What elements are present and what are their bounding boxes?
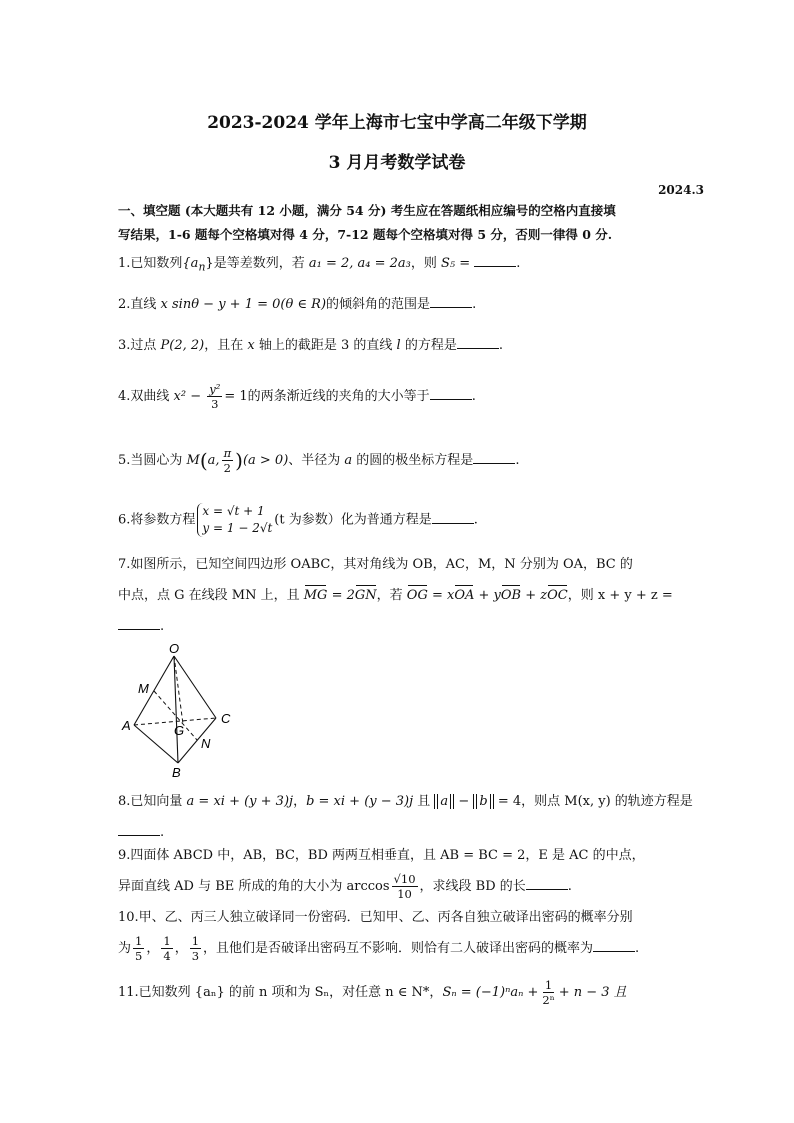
q1-text: 1.已知数列 (118, 256, 183, 271)
edge-ab (134, 725, 178, 763)
q9-line2b: ，求线段 BD 的长 (419, 879, 526, 894)
q5-a: a, (207, 453, 220, 468)
answer-blank[interactable] (118, 823, 160, 836)
right-paren-icon: ) (235, 448, 243, 473)
q8-post: ，则点 M(x, y) 的轨迹方程是 (521, 794, 693, 809)
q5-post2: 的圆的极坐标方程是 (352, 453, 474, 468)
q6-text: 6.将参数方程 (118, 512, 196, 528)
q5-end: . (515, 453, 520, 468)
question-2 (118, 293, 683, 317)
answer-blank[interactable] (457, 336, 499, 349)
q4-fraction (207, 382, 222, 411)
q4-x2: x² − (173, 389, 202, 404)
q3-text: 3.过点 (118, 338, 161, 353)
q5-cond: (a > 0) (242, 453, 289, 468)
section-instructions-line2: 写结果，1-6 题每个空格填对得 4 分，7-12 题每个空格填对得 5 分，否则一律得 0 分. (118, 227, 613, 242)
q7-line2b: ，若 (376, 588, 407, 603)
q9-den: 10 (397, 887, 412, 901)
question-9-line2 (118, 872, 683, 901)
exam-date: 2024.3 (658, 183, 704, 197)
q9-end: . (567, 879, 572, 894)
q2-text: 2.直线 (118, 297, 161, 312)
answer-blank[interactable] (593, 939, 635, 952)
q8-sep: ， (293, 794, 307, 809)
q1-condition: a₁ = 2, a₄ = 2a₃ (308, 256, 411, 271)
question-8-line2 (118, 821, 683, 845)
q2-post: 的倾斜角的范围是 (326, 297, 431, 312)
q8-abs-b-inner: b (476, 794, 490, 809)
q4-end: . (471, 389, 476, 404)
q4-text: 4.双曲线 (118, 389, 174, 404)
q2-end: . (472, 297, 477, 312)
q9-fraction (392, 872, 418, 901)
q10-f1-num: 1 (135, 934, 143, 948)
q7-p2: + z (521, 588, 548, 603)
tetrahedron-figure (120, 640, 240, 780)
answer-blank[interactable] (430, 387, 472, 400)
question-10-line1: 10.甲、乙、丙三人独立破译同一份密码．已知甲、乙、丙各自独立破译出密码的概率分别 (118, 910, 633, 925)
q8-text: 8.已知向量 (118, 794, 187, 809)
q11-num: 1 (544, 978, 553, 992)
q3-post: 的方程是 (400, 338, 457, 353)
q7-line2c: ，则 x + y + z = (567, 588, 673, 603)
question-7-line2 (118, 584, 683, 608)
question-5 (118, 446, 683, 475)
q6-row1: x = √t + 1 (202, 504, 265, 518)
q3-end: . (498, 338, 503, 353)
q10-pre: 为 (118, 941, 132, 956)
q7-vec-oc: OC (547, 584, 568, 608)
q11-post: + n − 3 且 (558, 985, 627, 1000)
q9-num: √10 (393, 872, 416, 886)
label-n: N (201, 736, 211, 751)
q1-end: . (516, 256, 521, 271)
exam-title-line2: 3 月月考数学试卷 (328, 153, 466, 173)
q2-expr: x sinθ − y + 1 = 0(θ ∈ R) (160, 297, 327, 312)
q8-end: . (160, 825, 165, 840)
label-b: B (172, 765, 181, 780)
q8-abs-a-inner: a (437, 794, 451, 809)
q5-text: 5.当圆心为 (118, 453, 187, 468)
q5-den: 2 (223, 461, 231, 475)
answer-blank[interactable] (432, 511, 474, 524)
left-paren-icon: ( (199, 448, 208, 473)
q11-fraction (540, 978, 556, 1007)
q1-seq-end: } (205, 256, 214, 271)
q3-point: P(2, 2) (160, 338, 205, 353)
question-11 (118, 978, 683, 1007)
q8-a-def: a = xi + (y + 3)j (186, 794, 294, 809)
q4-den: 3 (211, 397, 219, 411)
q5-num: π (223, 446, 232, 460)
q10-post: ，且他们是否破译出密码互不影响．则恰有二人破译出密码的概率为 (203, 941, 594, 956)
q10-end: . (635, 941, 640, 956)
q3-mid2: 轴上的截距是 3 的直线 (254, 338, 397, 353)
question-3 (118, 334, 683, 358)
label-c: C (221, 711, 231, 726)
label-a: A (122, 718, 131, 733)
q7-end: . (160, 619, 165, 634)
question-6 (118, 503, 683, 537)
q1-target: S₅ = (441, 256, 471, 271)
q7-line2a: 中点，点 G 在线段 MN 上，且 (118, 588, 304, 603)
q1-seq-sub: n (198, 260, 206, 274)
q5-post: 、半径为 (288, 453, 345, 468)
q3-mid: ，且在 (204, 338, 248, 353)
q6-end: . (473, 512, 478, 528)
question-8: 8.已知向量 a = xi + (y + 3)j，b = xi + (y − 3)j 且 a − b = 4，则点 M(x, y) 的轨迹方程是 (118, 794, 693, 809)
q11-text: 11.已知数列 {aₙ} 的前 n 项和为 Sₙ，对任意 n ∈ N*， (118, 985, 443, 1000)
q5-fraction (222, 446, 234, 475)
q11-expr: Sₙ = (−1)ⁿaₙ + (442, 985, 539, 1000)
question-7-line3 (118, 615, 683, 639)
question-7-line1: 7.如图所示，已知空间四边形 OABC，其对角线为 OB，AC，M，N 分别为 OA，BC 的 (118, 557, 633, 572)
q1-mid: 是等差数列，若 (213, 256, 309, 271)
exam-title-line1: 2023-2024 学年上海市七宝中学高二年级下学期 (207, 113, 587, 133)
q8-abs-a (434, 794, 454, 809)
q10-f2-den: 4 (163, 949, 171, 963)
question-4 (118, 382, 683, 411)
answer-blank[interactable] (118, 617, 160, 630)
q8-cond-pre: 且 (413, 794, 435, 809)
q11-den: 2ⁿ (542, 993, 555, 1007)
q6-row2: y = 1 − 2√t (202, 521, 273, 535)
question-9-line1: 9.四面体 ABCD 中，AB，BC，BD 两两互相垂直，且 AB = BC = 2，E 是 AC 的中点， (118, 848, 645, 863)
q7-eq2: = x (427, 588, 455, 603)
label-o: O (169, 641, 180, 656)
q3-line: l (396, 338, 401, 353)
question-1 (118, 252, 683, 280)
q7-vec-ob: OB (501, 584, 521, 608)
answer-blank[interactable] (430, 295, 472, 308)
q8-cond-eq: = 4 (497, 794, 522, 809)
q4-post: 的两条渐近线的夹角的大小等于 (247, 389, 430, 404)
q10-f2-num: 1 (163, 934, 171, 948)
q7-vec-mg: MG (304, 584, 328, 608)
label-g: G (174, 723, 185, 738)
q6-system (197, 503, 272, 537)
q9-line2a: 异面直线 AD 与 BE 所成的角的大小为 arccos (118, 879, 390, 894)
q7-eq1: = 2 (327, 588, 355, 603)
q6-param: (t 为参数）化为普通方程是 (274, 512, 432, 528)
q1-ask: ，则 (410, 256, 441, 271)
question-10-line2: 为 $\frac{1}{5}$ ， $\frac{1}{4}$ ， $\frac{1}{3}$ ，且他们是否破译出密码互不影响．则恰有二人破译出密码的概率为 . (118, 934, 640, 963)
q4-eq: = 1 (224, 389, 248, 404)
q10-f3-num: 1 (191, 934, 200, 948)
q10-fraction-1 (133, 934, 144, 963)
q10-fraction-2 (161, 934, 172, 963)
q7-vec-gn: GN (355, 584, 377, 608)
answer-blank[interactable] (473, 451, 515, 464)
q3-axis: x (247, 338, 255, 353)
q1-seq: {a (182, 256, 199, 271)
q10-f3-den: 3 (191, 949, 200, 963)
q8-b-def: b = xi + (y − 3)j (306, 794, 414, 809)
label-m: M (138, 681, 149, 696)
section-instructions-line1: 一、填空题 (本大题共有 12 小题，满分 54 分) 考生应在答题纸相应编号的空格内直接填 (118, 203, 616, 218)
q4-num: y² (209, 382, 221, 396)
q10-f1-den: 5 (135, 949, 143, 963)
q5-r: a (344, 453, 353, 468)
q7-p1: + y (474, 588, 501, 603)
answer-blank[interactable] (474, 254, 516, 267)
q5-m: M (186, 453, 200, 468)
answer-blank[interactable] (526, 877, 568, 890)
q7-vec-oa: OA (454, 584, 474, 608)
q8-abs-b (473, 794, 493, 809)
q7-vec-og: OG (407, 584, 428, 608)
q10-fraction-3 (190, 934, 201, 963)
edge-oc (174, 656, 216, 718)
